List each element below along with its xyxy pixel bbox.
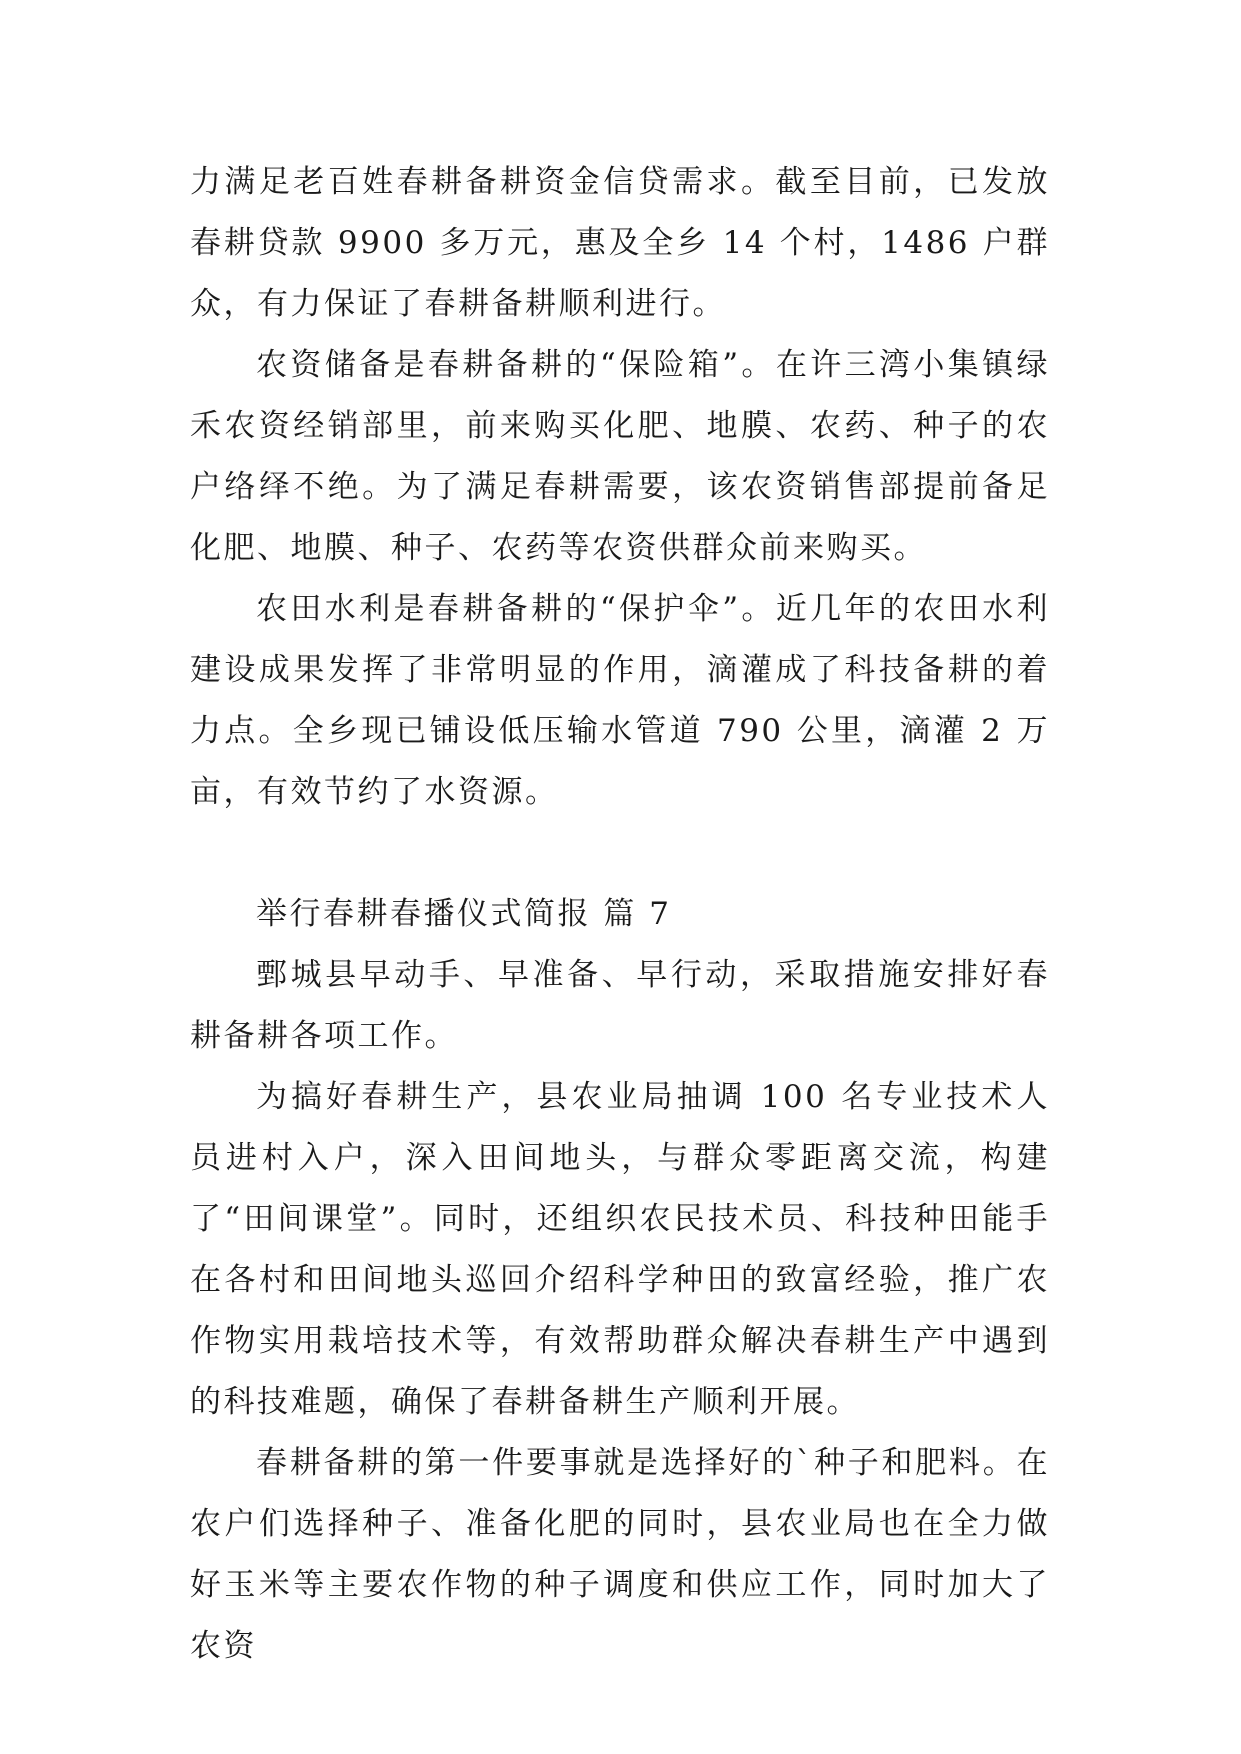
paragraph-continued-credit: 力满足老百姓春耕备耕资金信贷需求。截至目前，已发放春耕贷款 9900 多万元，惠及全乡 14 个村，1486 户群众，有力保证了春耕备耕顺利进行。 (190, 164, 1050, 322)
paragraph-farm-supplies: 农资储备是春耕备耕的“保险箱”。在许三湾小集镇绿禾农资经销部里，前来购买化肥、地膜、农药、种子的农户络绎不绝。为了满足春耕需要，该农资销售部提前备足化肥、地膜、种子、农药等农资供群众前来购买。 (190, 347, 1050, 566)
paragraph-early-action: 鄄城县早动手、早准备、早行动，采取措施安排好春耕备耕各项工作。 (190, 957, 1050, 1054)
paragraph-technical-staff: 为搞好春耕生产，县农业局抽调 100 名专业技术人员进村入户，深入田间地头，与群众零距离交流，构建了“田间课堂”。同时，还组织农民技术员、科技种田能手在各村和田间地头巡回介绍科学种田的致富经验，推广农作物实用栽培技术等，有效帮助群众解决春耕生产中遇到的科技难题，确保了春耕备耕生产顺利开展。 (190, 1079, 1050, 1420)
paragraph-seeds-fertilizer: 春耕备耕的第一件要事就是选择好的`种子和肥料。在农户们选择种子、准备化肥的同时，县农业局也在全力做好玉米等主要农作物的种子调度和供应工作，同时加大了农资 (190, 1445, 1050, 1664)
document-body (190, 152, 1050, 1677)
paragraph-irrigation: 农田水利是春耕备耕的“保护伞”。近几年的农田水利建设成果发挥了非常明显的作用，滴灌成了科技备耕的着力点。全乡现已铺设低压输水管道 790 公里，滴灌 2 万亩，有效节约了水资源。 (190, 591, 1050, 810)
section-heading: 举行春耕春播仪式简报 篇 7 (256, 896, 672, 932)
